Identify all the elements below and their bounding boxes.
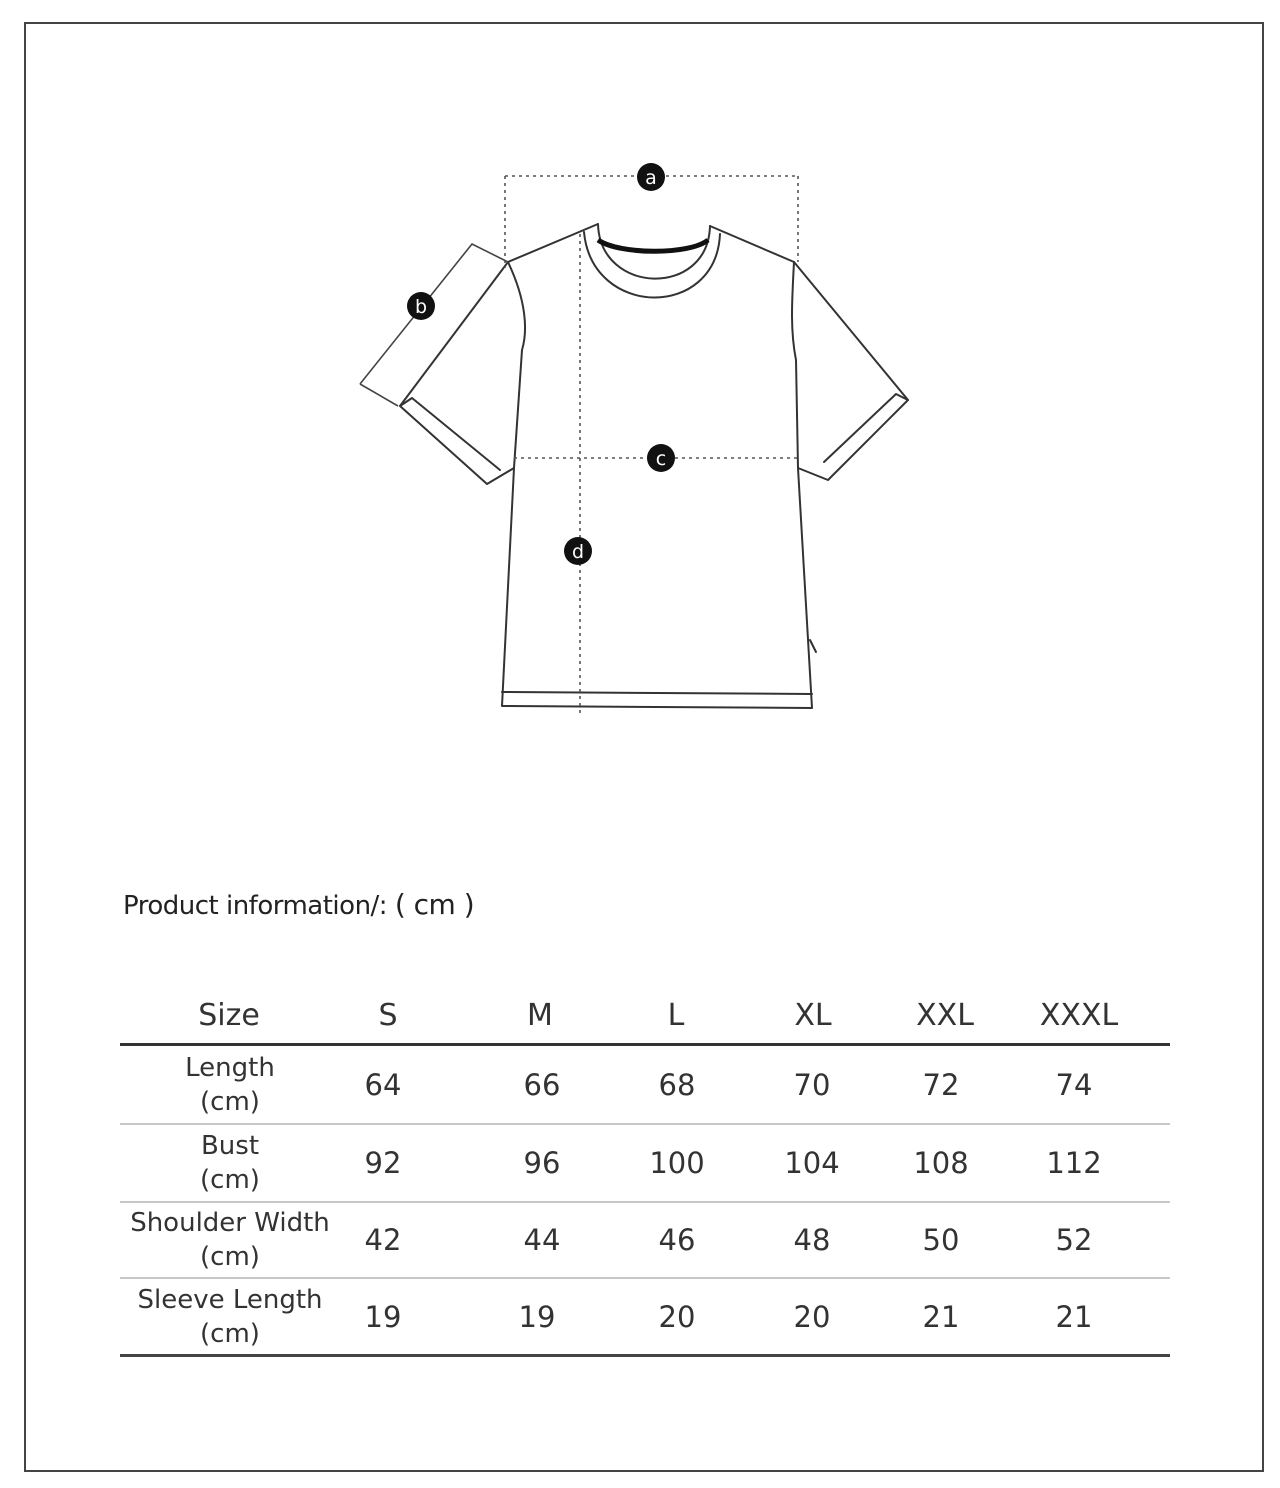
- table-cell: 108: [913, 1146, 969, 1180]
- row-label-bust: Bust (cm): [200, 1131, 260, 1195]
- table-cell: 42: [364, 1223, 402, 1257]
- header-size-xxl: XXL: [916, 998, 974, 1033]
- table-cell: 20: [658, 1299, 696, 1334]
- header-size-l: L: [667, 998, 685, 1033]
- table-cell: 19: [364, 1299, 402, 1334]
- header-size-label: Size: [198, 998, 260, 1033]
- svg-text:d: d: [571, 541, 585, 563]
- header-size-s: S: [378, 998, 398, 1033]
- svg-text:c: c: [655, 448, 667, 470]
- product-info-label: Product information/:: [123, 891, 388, 921]
- table-row-bust: [120, 1125, 1170, 1203]
- table-cell: 112: [1046, 1146, 1102, 1180]
- product-info-title: [123, 888, 474, 921]
- table-cell: 68: [658, 1067, 696, 1102]
- table-row-length: [120, 1046, 1170, 1125]
- table-cell: 72: [922, 1067, 960, 1102]
- table-cell: 48: [793, 1223, 831, 1257]
- svg-text:a: a: [645, 167, 657, 189]
- header-size-m: M: [527, 998, 553, 1033]
- table-cell: 50: [922, 1223, 960, 1257]
- row-label-shoulder-width: Shoulder Width (cm): [130, 1208, 330, 1272]
- table-row-shoulder-width: [120, 1203, 1170, 1279]
- marker-c: [647, 444, 675, 472]
- table-cell: 70: [793, 1067, 831, 1102]
- marker-b: [407, 292, 435, 320]
- table-cell: 21: [1055, 1299, 1093, 1334]
- product-info-unit: ( cm ): [394, 888, 475, 921]
- measure-lines: [505, 176, 798, 716]
- sleeve-bracket-line: [360, 244, 508, 384]
- table-cell: 64: [364, 1067, 402, 1102]
- table-cell: 92: [364, 1146, 402, 1180]
- table-cell: 52: [1055, 1223, 1093, 1257]
- table-header-row: [120, 988, 1170, 1046]
- table-cell: 100: [649, 1146, 705, 1180]
- header-size-xl: XL: [794, 998, 832, 1033]
- table-cell: 66: [523, 1067, 561, 1102]
- row-label-length: Length (cm): [185, 1052, 275, 1117]
- table-cell: 44: [523, 1223, 561, 1257]
- table-cell: 46: [658, 1223, 696, 1257]
- row-label-sleeve-length: Sleeve Length (cm): [137, 1284, 323, 1349]
- sleeve-bracket-end: [360, 384, 398, 406]
- table-cell: 104: [784, 1146, 840, 1180]
- table-cell: 20: [793, 1299, 831, 1334]
- table-cell: 96: [523, 1146, 561, 1180]
- marker-d: [564, 537, 592, 565]
- svg-text:b: b: [414, 296, 428, 318]
- table-row-sleeve-length: [120, 1279, 1170, 1357]
- table-cell: 74: [1055, 1067, 1093, 1102]
- collar-band: [598, 240, 708, 251]
- size-table: [120, 988, 1170, 1357]
- header-size-xxxl: XXXL: [1039, 998, 1119, 1033]
- marker-a: [637, 163, 665, 191]
- table-cell: 21: [922, 1299, 960, 1334]
- table-cell: 19: [518, 1299, 556, 1334]
